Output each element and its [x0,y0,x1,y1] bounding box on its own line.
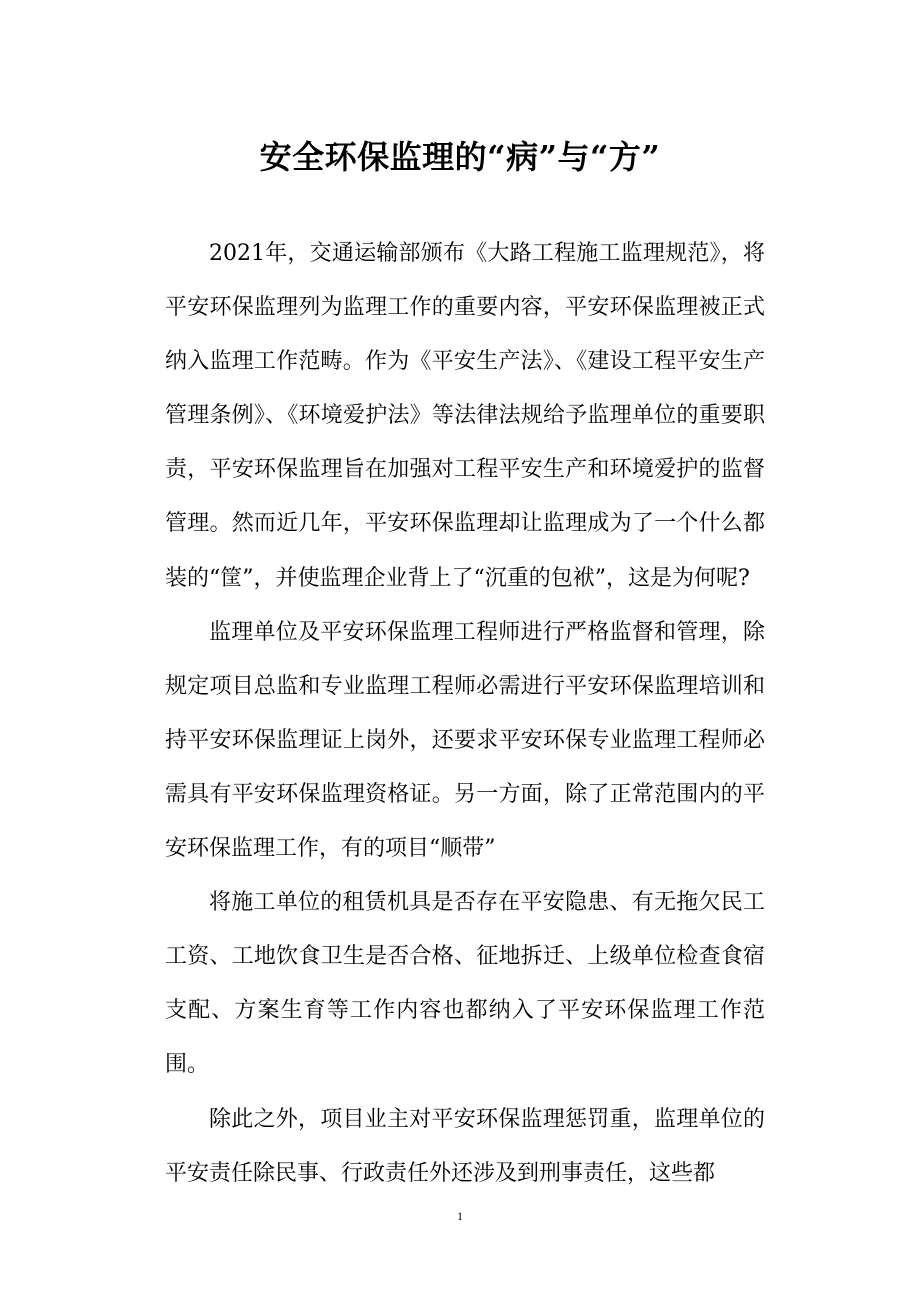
paragraph-2: 监理单位及平安环保监理工程师进行严格监督和管理，除规定项目总监和专业监理工程师必需进行平安环保监理培训和持平安环保监理证上岗外，还要求平安环保专业监理工程师必需具有平安环保监理资格证。另一方面，除了正常范围内的平安环保监理工作，有的项目“顺带” [165,619,765,862]
paragraph-4: 除此之外，项目业主对平安环保监理惩罚重，监理单位的平安责任除民事、行政责任外还涉及到刑事责任，这些都 [165,1106,765,1186]
page-number: 1 [457,1209,463,1223]
paragraph-3: 将施工单位的租赁机具是否存在平安隐患、有无拖欠民工工资、工地饮食卫生是否合格、征地拆迁、上级单位检查食宿支配、方案生育等工作内容也都纳入了平安环保监理工作范围。 [165,890,765,1078]
paragraph-1: 2021年，交通运输部颁布《大路工程施工监理规范》，将平安环保监理列为监理工作的重要内容，平安环保监理被正式纳入监理工作范畴。作为《平安生产法》、《建设工程平安生产管理条例》、《环境爱护法》等法律法规给予监理单位的重要职责，平安环保监理旨在加强对工程平安生产和环境爱护的监督管理。然而近几年，平安环保监理却让监理成为了一个什么都装的“筐”，并使监理企业背上了“沉重的包袱”，这是为何呢? [165,241,765,591]
document-title: 安全环保监理的“病”与“方” [259,138,661,176]
document-body [165,227,765,1201]
